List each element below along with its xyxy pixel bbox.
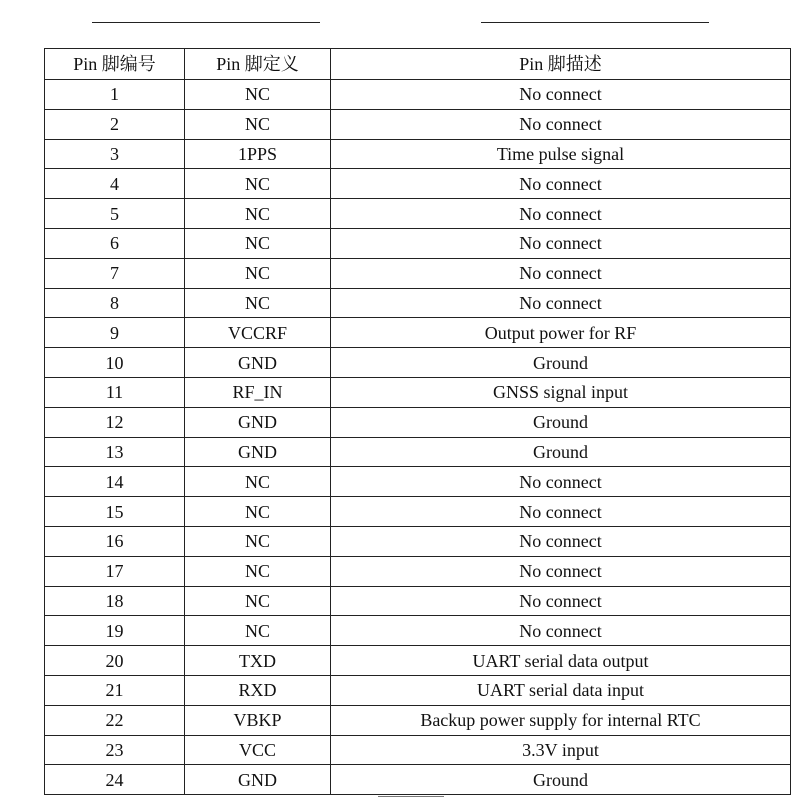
pin-definition-cell: VBKP [185,705,331,735]
pin-description-cell: UART serial data input [331,675,791,705]
table-row [45,497,791,527]
pin-description-cell: No connect [331,258,791,288]
pin-number-cell: 24 [45,765,185,795]
table-row [45,139,791,169]
table-row [45,616,791,646]
table-row [45,556,791,586]
pin-number-cell: 21 [45,675,185,705]
pin-definition-cell: NC [185,616,331,646]
pin-definition-cell: VCC [185,735,331,765]
pin-definition-cell: NC [185,526,331,556]
table-row [45,318,791,348]
table-row [45,765,791,795]
pin-number-cell: 17 [45,556,185,586]
pin-definition-cell: NC [185,288,331,318]
pin-number-cell: 13 [45,437,185,467]
pin-number-cell: 19 [45,616,185,646]
pin-description-cell: Backup power supply for internal RTC [331,705,791,735]
pin-definition-cell: 1PPS [185,139,331,169]
pin-number-cell: 20 [45,646,185,676]
table-row [45,407,791,437]
pin-number-cell: 23 [45,735,185,765]
table-row [45,288,791,318]
pin-definition-cell: TXD [185,646,331,676]
pin-description-cell: 3.3V input [331,735,791,765]
pin-number-cell: 18 [45,586,185,616]
bottom-rule-fragment [378,796,444,797]
pin-description-cell: Ground [331,407,791,437]
pin-definition-cell: NC [185,258,331,288]
pin-description-cell: UART serial data output [331,646,791,676]
table-body [45,80,791,795]
pin-description-cell: GNSS signal input [331,377,791,407]
pin-number-cell: 9 [45,318,185,348]
table-row [45,467,791,497]
table-row [45,646,791,676]
table-row [45,437,791,467]
pin-number-cell: 8 [45,288,185,318]
pin-description-cell: No connect [331,199,791,229]
table-row [45,109,791,139]
table-row [45,735,791,765]
pin-definition-cell: RF_IN [185,377,331,407]
table-row [45,705,791,735]
header-pin-number: Pin 脚编号 [45,49,185,80]
pin-description-cell: No connect [331,616,791,646]
table-row [45,526,791,556]
pin-description-cell: Output power for RF [331,318,791,348]
pin-definition-cell: GND [185,348,331,378]
top-rule-right [481,22,709,23]
table-row [45,675,791,705]
pin-number-cell: 7 [45,258,185,288]
pin-number-cell: 2 [45,109,185,139]
pin-definition-cell: NC [185,586,331,616]
table-header-row [45,49,791,80]
pin-number-cell: 3 [45,139,185,169]
table-row [45,169,791,199]
pin-number-cell: 4 [45,169,185,199]
pin-description-cell: No connect [331,109,791,139]
pin-number-cell: 14 [45,467,185,497]
pin-number-cell: 1 [45,80,185,110]
table-row [45,80,791,110]
pin-number-cell: 6 [45,228,185,258]
pin-description-cell: Ground [331,437,791,467]
pin-definition-cell: NC [185,199,331,229]
pin-description-cell: Ground [331,765,791,795]
pin-number-cell: 15 [45,497,185,527]
table-row [45,377,791,407]
pin-definition-cell: NC [185,467,331,497]
table-row [45,348,791,378]
pin-number-cell: 10 [45,348,185,378]
pin-definition-cell: GND [185,765,331,795]
pin-definition-cell: NC [185,228,331,258]
pin-definition-cell: RXD [185,675,331,705]
pin-description-cell: No connect [331,288,791,318]
pin-number-cell: 16 [45,526,185,556]
pin-description-cell: No connect [331,497,791,527]
pin-description-cell: No connect [331,228,791,258]
pin-description-cell: No connect [331,169,791,199]
pin-description-cell: No connect [331,80,791,110]
top-rule-left [92,22,320,23]
pin-definition-cell: NC [185,497,331,527]
pin-number-cell: 11 [45,377,185,407]
table-row [45,258,791,288]
pin-definition-cell: NC [185,109,331,139]
pin-number-cell: 22 [45,705,185,735]
pin-description-cell: No connect [331,526,791,556]
pin-number-cell: 12 [45,407,185,437]
header-pin-definition: Pin 脚定义 [185,49,331,80]
pin-definition-cell: VCCRF [185,318,331,348]
pin-definition-cell: GND [185,407,331,437]
pin-number-cell: 5 [45,199,185,229]
table-row [45,199,791,229]
pin-description-cell: No connect [331,586,791,616]
pin-definition-cell: NC [185,80,331,110]
pin-description-cell: No connect [331,467,791,497]
pin-description-cell: Time pulse signal [331,139,791,169]
pin-description-cell: Ground [331,348,791,378]
header-pin-description: Pin 脚描述 [331,49,791,80]
pin-definition-table [44,48,791,795]
table-row [45,228,791,258]
pin-description-cell: No connect [331,556,791,586]
pin-definition-cell: NC [185,556,331,586]
pin-definition-cell: GND [185,437,331,467]
pin-definition-cell: NC [185,169,331,199]
table-row [45,586,791,616]
